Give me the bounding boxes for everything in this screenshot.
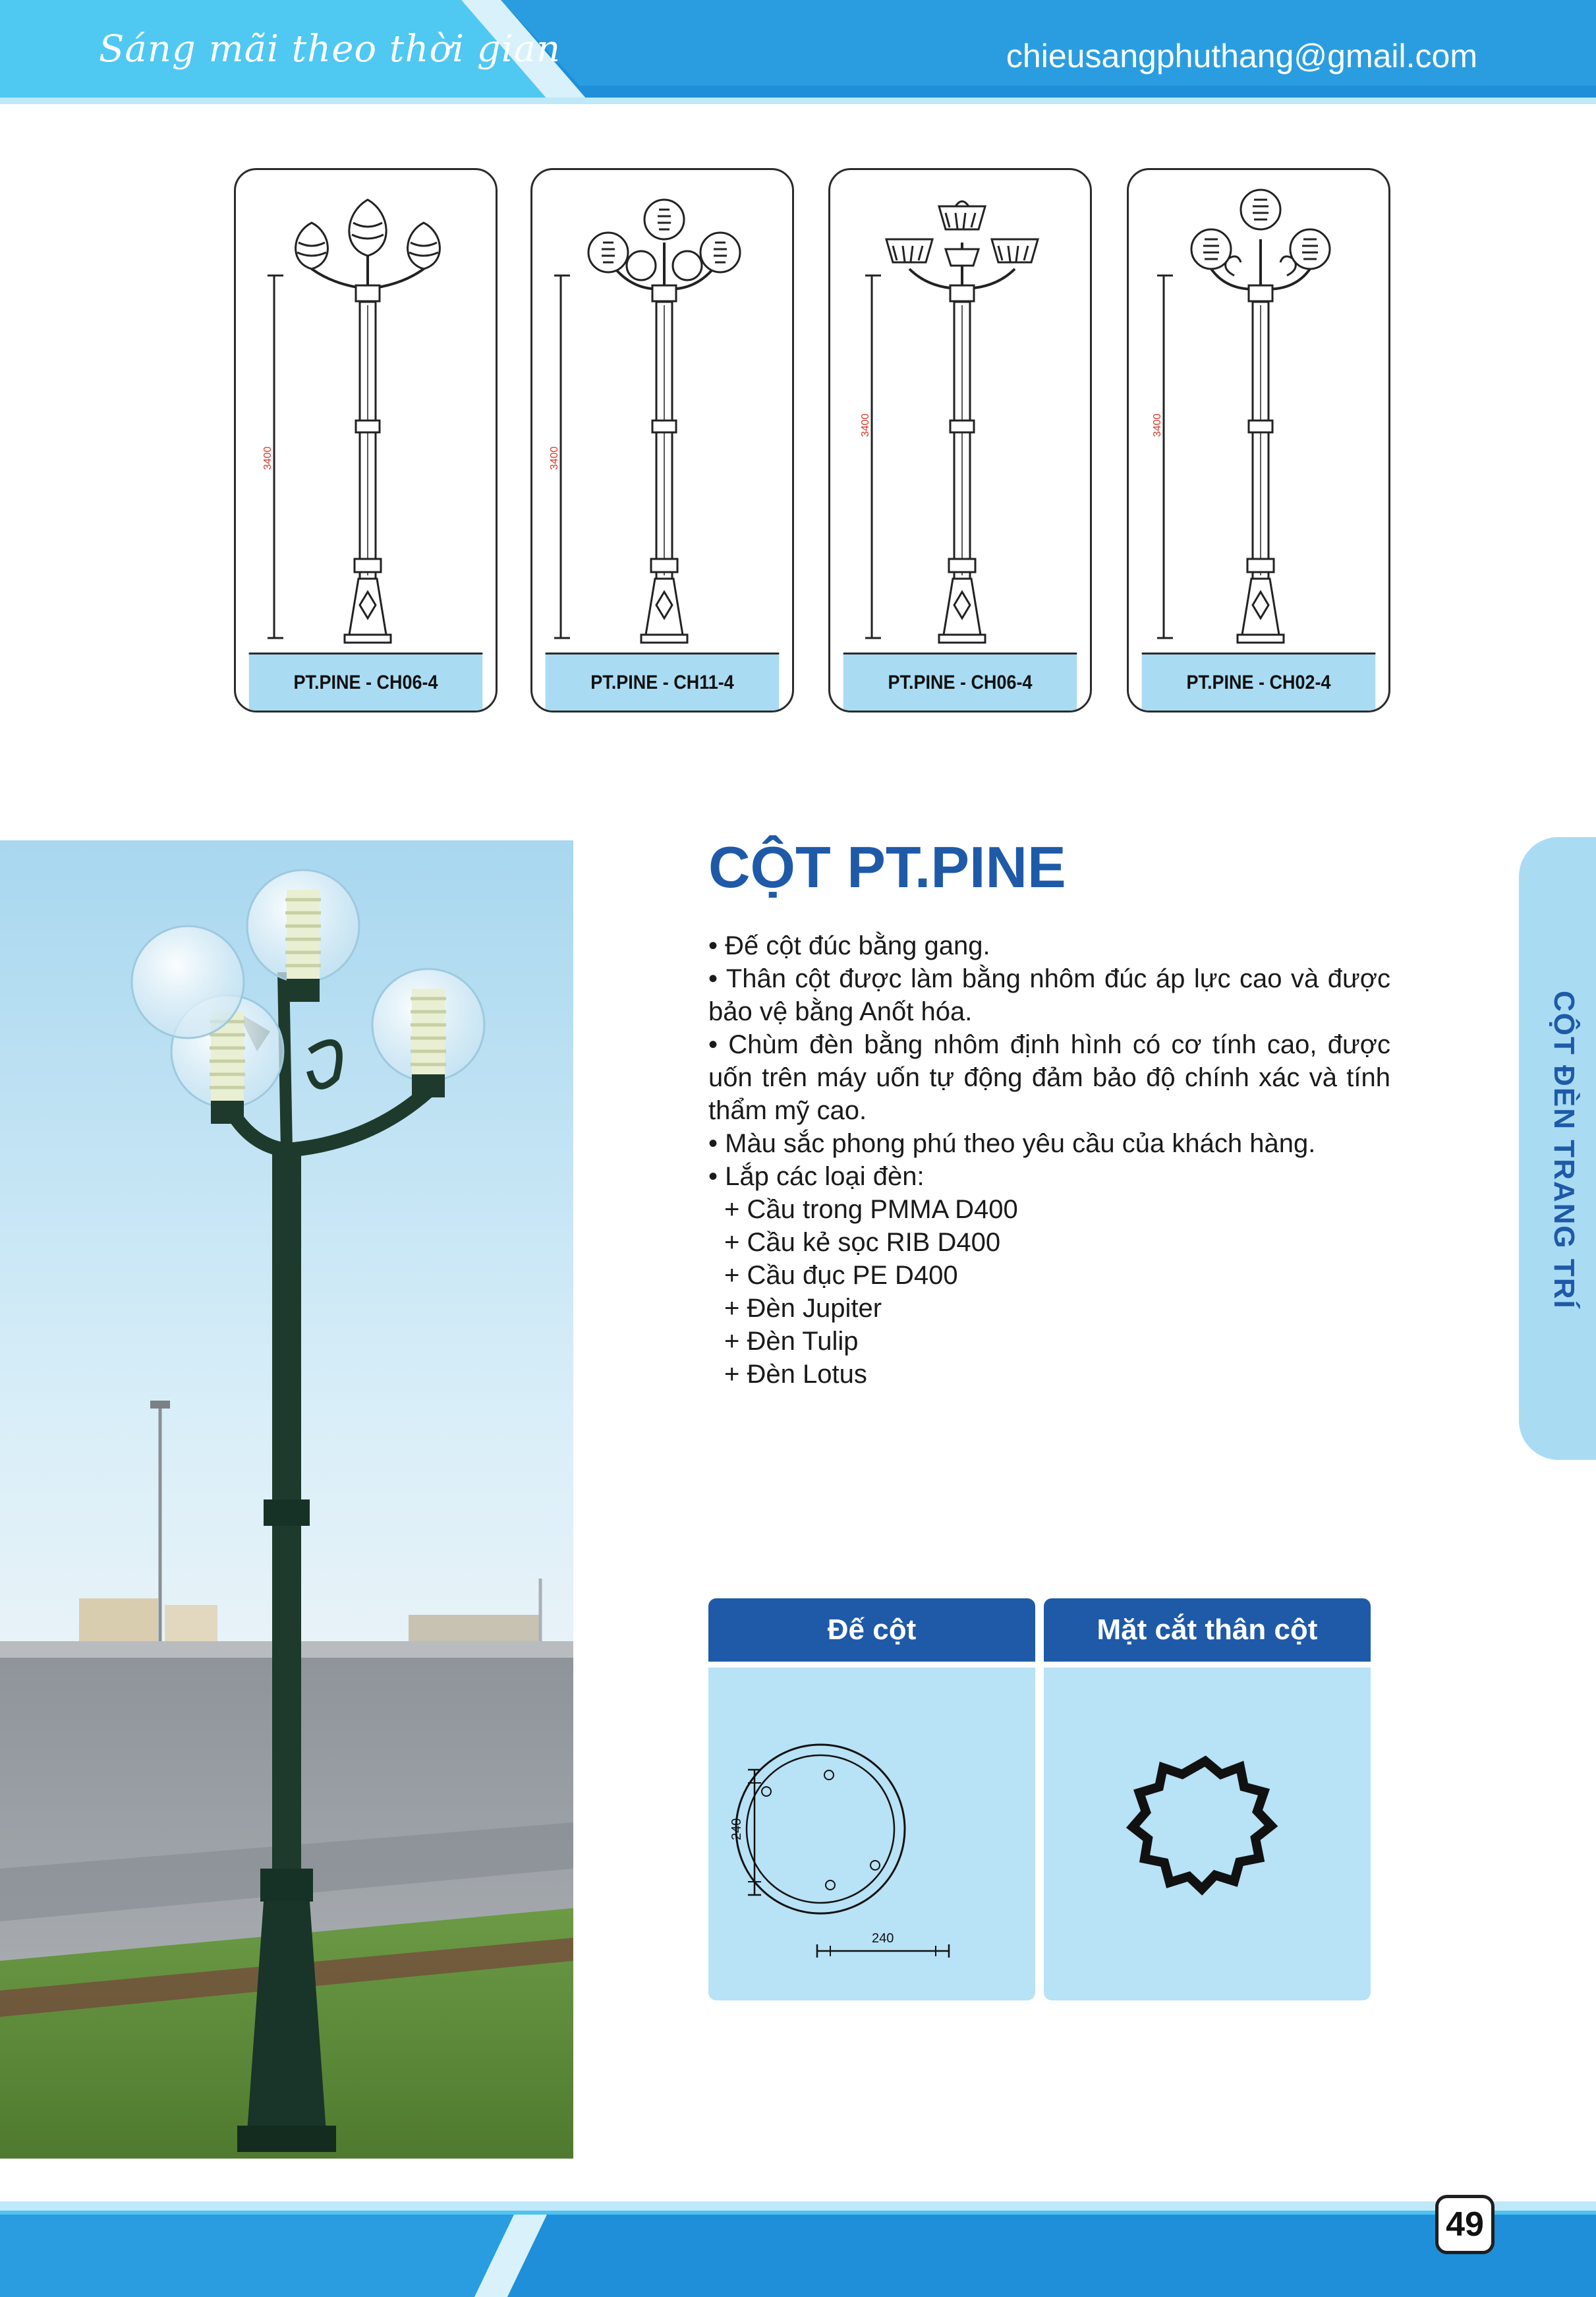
description-line: • Thân cột được làm bằng nhôm đúc áp lực cao và được bảo vệ bằng Anốt hóa.	[708, 964, 1390, 1026]
pole-drawing-lotus	[236, 170, 498, 658]
height-dimension: 3400	[860, 413, 871, 437]
product-label: PT.PINE - CH06-4	[249, 653, 483, 711]
lamp-type-item: + Đèn Lotus	[724, 1360, 867, 1389]
header-slogan: Sáng mãi theo thời gian	[99, 28, 561, 71]
lamp-type-item: + Đèn Tulip	[724, 1327, 859, 1356]
section-panel-title: Mặt cắt thân cột	[1044, 1598, 1371, 1662]
height-dimension: 3400	[549, 446, 560, 470]
pole-cross-section-drawing	[1044, 1668, 1371, 2000]
product-label: PT.PINE - CH11-4	[546, 653, 780, 711]
lamp-type-item: + Cầu đục PE D400	[724, 1261, 958, 1290]
pole-drawing-globe	[532, 170, 794, 658]
page-title: CỘT PT.PINE	[708, 834, 1066, 900]
page-header	[0, 0, 1596, 119]
header-email: chieusangphuthang@gmail.com	[1006, 38, 1477, 74]
product-card[interactable]	[530, 168, 794, 712]
product-photo	[0, 840, 573, 2159]
description-line: • Chùm đèn bằng nhôm định hình có cơ tính cao, được uốn trên máy uốn tự động đảm bảo độ chính xác và tính thẩm mỹ cao.	[708, 1030, 1390, 1125]
description-line: • Màu sắc phong phú theo yêu cầu của khách hàng.	[708, 1129, 1316, 1158]
base-height-dimension: 240	[729, 1818, 744, 1840]
fluted-cross-section-icon	[1133, 1761, 1271, 1889]
description-line: • Đế cột đúc bằng gang.	[708, 931, 990, 960]
product-label: PT.PINE - CH02-4	[1142, 653, 1376, 711]
product-card[interactable]	[234, 168, 498, 712]
section-panel	[1044, 1668, 1371, 2000]
height-dimension: 3400	[262, 446, 273, 470]
base-width-dimension: 240	[872, 1931, 894, 1946]
lamp-type-item: + Đèn Jupiter	[724, 1294, 882, 1323]
base-panel	[708, 1668, 1035, 2000]
base-drawing	[708, 1668, 1035, 2000]
lamp-type-item: + Cầu trong PMMA D400	[724, 1195, 1018, 1224]
product-card[interactable]	[1127, 168, 1390, 712]
product-description	[708, 929, 1390, 1391]
pole-drawing-globe-coil	[1129, 170, 1390, 658]
product-card[interactable]	[828, 168, 1092, 712]
base-panel-title: Đế cột	[708, 1598, 1035, 1662]
page-number: 49	[1435, 2195, 1495, 2254]
page-footer	[0, 2201, 1596, 2297]
description-line: • Lắp các loại đèn:	[708, 1162, 925, 1191]
street-lamp-photo	[0, 840, 573, 2159]
product-label: PT.PINE - CH06-4	[843, 653, 1077, 711]
lamp-type-item: + Cầu kẻ sọc RIB D400	[724, 1228, 1001, 1257]
footer-banner	[0, 2201, 1596, 2297]
product-card-list	[234, 168, 1394, 715]
height-dimension: 3400	[1152, 413, 1163, 437]
category-side-label: CỘT ĐÈN TRANG TRÍ	[1548, 991, 1580, 1310]
